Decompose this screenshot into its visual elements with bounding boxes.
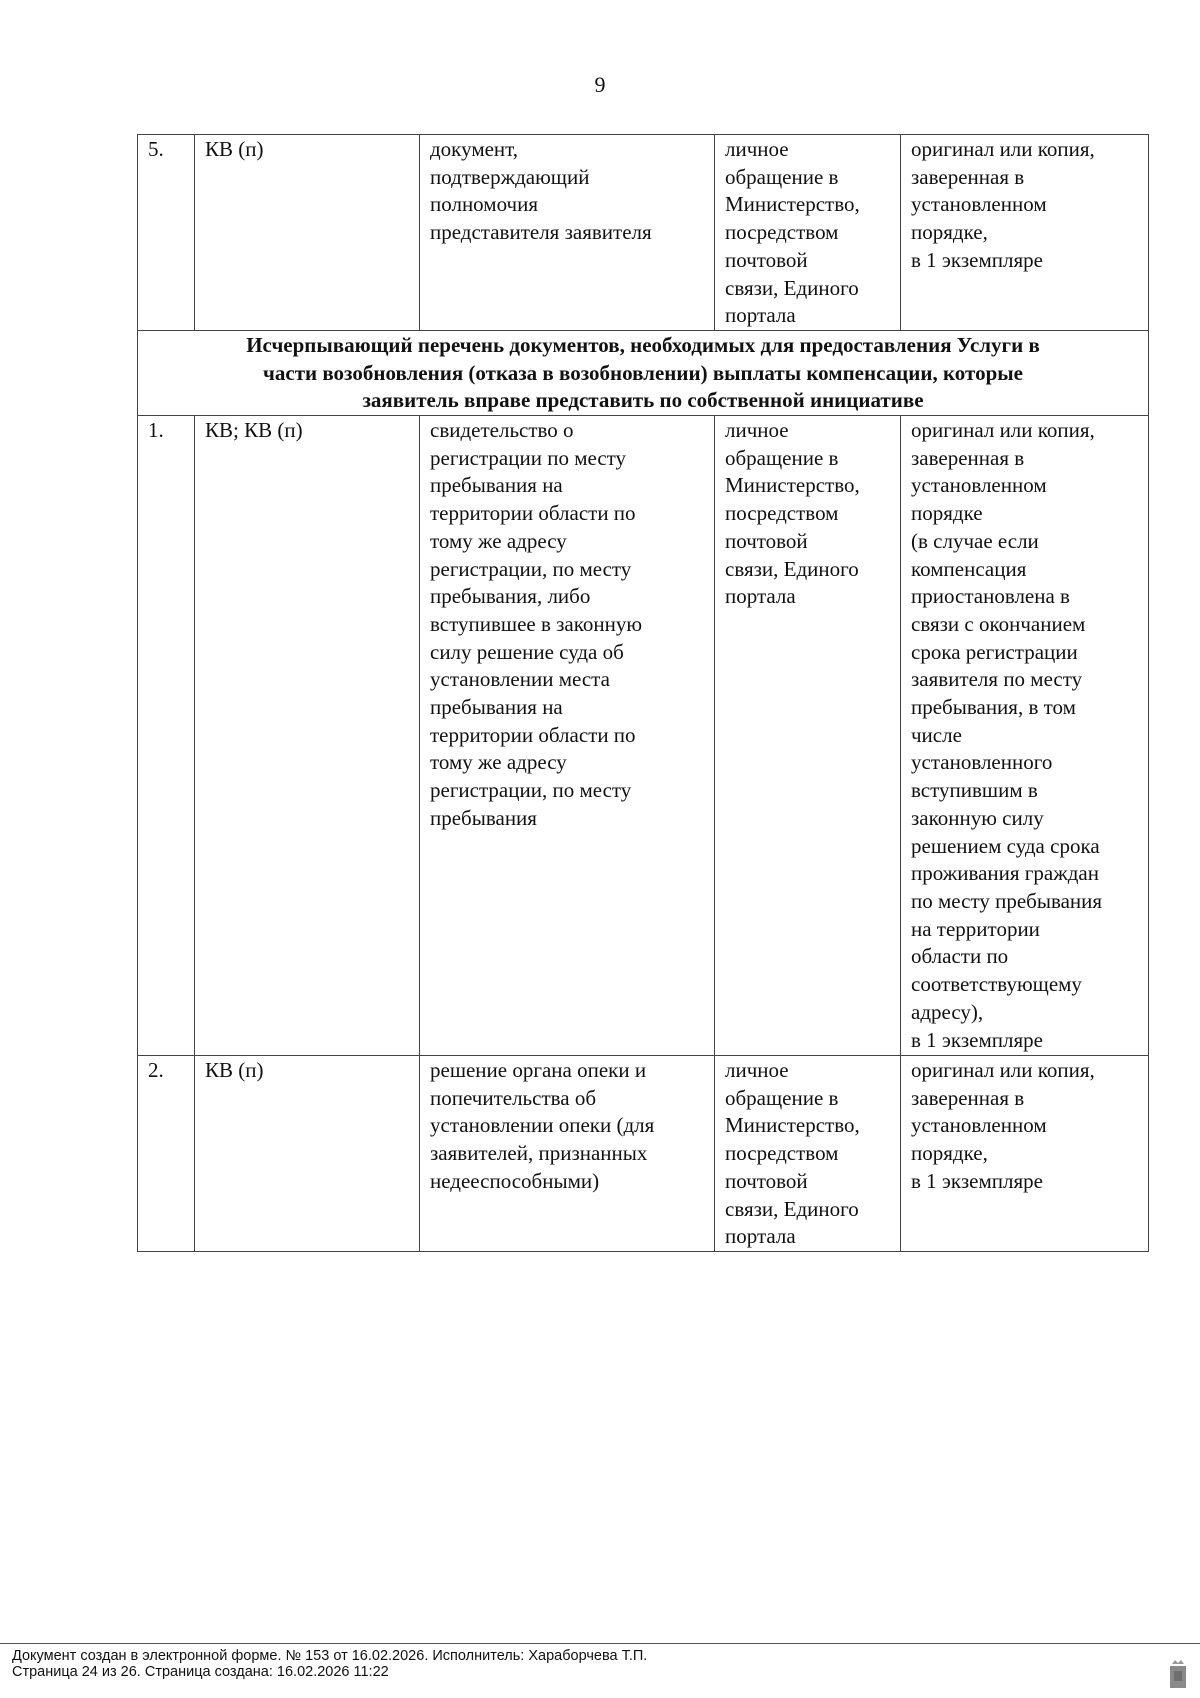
applicant-category: КВ; КВ (п) xyxy=(195,416,420,1056)
document-name: документ, подтверждающий полномочия представителя заявителя xyxy=(420,135,715,331)
coat-of-arms-icon xyxy=(1168,1658,1188,1688)
footer-divider xyxy=(0,1643,1200,1644)
footer-page-info: Страница 24 из 26. Страница создана: 16.02.2026 11:22 xyxy=(12,1664,389,1680)
documents-table xyxy=(137,134,1149,1252)
table-row xyxy=(138,135,1149,331)
applicant-category: КВ (п) xyxy=(195,135,420,331)
section-heading-row xyxy=(138,330,1149,415)
applicant-category: КВ (п) xyxy=(195,1056,420,1252)
document-form: оригинал или копия, заверенная в установленном порядке, в 1 экземпляре xyxy=(901,1056,1149,1252)
document-name: свидетельство о регистрации по месту пребывания на территории области по тому же адресу регистрации, по месту пребывания, либо вступившее в законную силу решение суда об установлении места пребывания на территории области по тому же адресу регистрации, по месту пребывания xyxy=(420,416,715,1056)
row-number: 2. xyxy=(138,1056,195,1252)
submission-method: личное обращение в Министерство, посредством почтовой связи, Единого портала xyxy=(715,416,901,1056)
row-number: 5. xyxy=(138,135,195,331)
document-name: решение органа опеки и попечительства об установлении опеки (для заявителей, признанных недееспособными) xyxy=(420,1056,715,1252)
submission-method: личное обращение в Министерство, посредством почтовой связи, Единого портала xyxy=(715,135,901,331)
document-form: оригинал или копия, заверенная в установленном порядке, в 1 экземпляре xyxy=(901,135,1149,331)
section-heading: Исчерпывающий перечень документов, необходимых для предоставления Услуги в части возобновления (отказа в возобновлении) выплаты компенсации, которые заявитель вправе представить по собственной инициативе xyxy=(138,330,1149,415)
table-row xyxy=(138,416,1149,1056)
page-number: 9 xyxy=(594,72,606,97)
footer-document-info: Документ создан в электронной форме. № 153 от 16.02.2026. Исполнитель: Хараборчева Т.П. xyxy=(12,1648,648,1664)
document-form: оригинал или копия, заверенная в установленном порядке (в случае если компенсация приостановлена в связи с окончанием срока регистрации заявителя по месту пребывания, в том числе установленного вступившим в законную силу решением суда срока проживания граждан по месту пребывания на территории области по соответствующему адресу), в 1 экземпляре xyxy=(901,416,1149,1056)
table-row xyxy=(138,1056,1149,1252)
footer xyxy=(12,1648,647,1680)
submission-method: личное обращение в Министерство, посредством почтовой связи, Единого портала xyxy=(715,1056,901,1252)
row-number: 1. xyxy=(138,416,195,1056)
